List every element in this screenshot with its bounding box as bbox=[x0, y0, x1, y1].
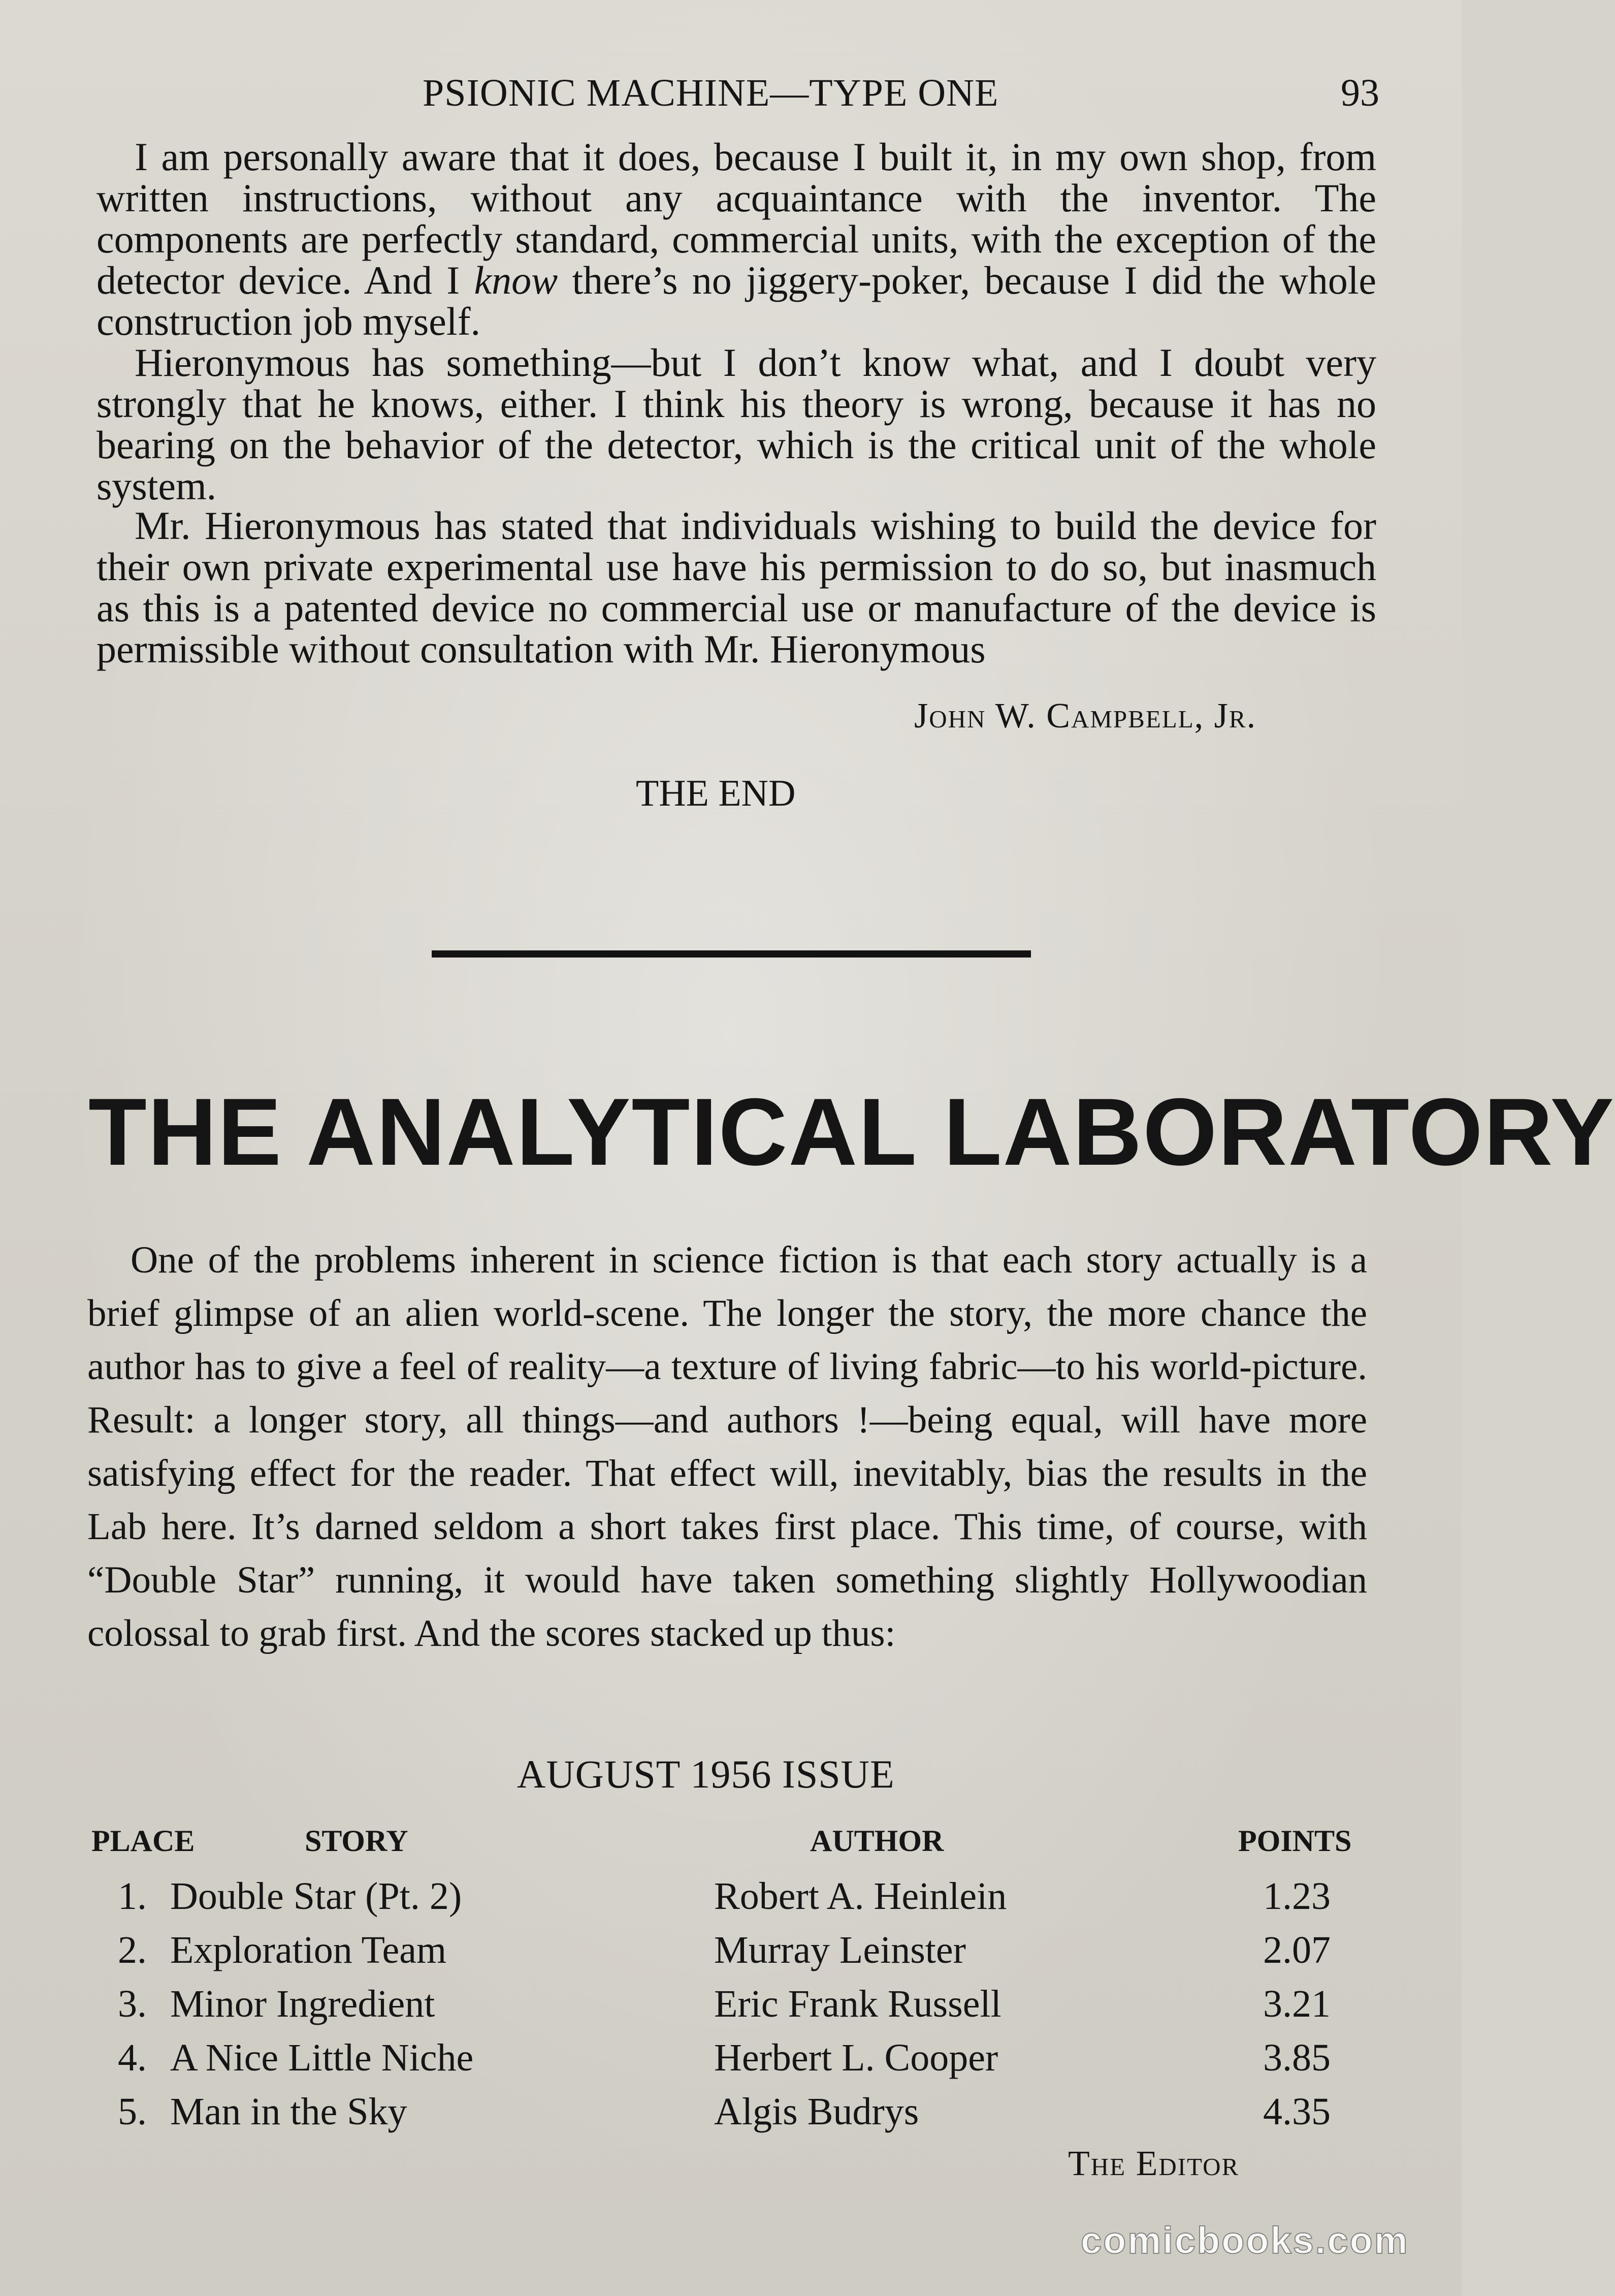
page-number: 93 bbox=[1341, 72, 1379, 114]
table-row bbox=[0, 1982, 1462, 2033]
row-author: Robert A. Heinlein bbox=[714, 1875, 1007, 1918]
row-points: 3.21 bbox=[1263, 1983, 1331, 2025]
table-caption: AUGUST 1956 ISSUE bbox=[517, 1752, 895, 1796]
section-divider bbox=[432, 950, 1031, 958]
row-points: 3.85 bbox=[1263, 2036, 1331, 2079]
table-row bbox=[0, 1928, 1462, 1979]
row-points: 1.23 bbox=[1263, 1875, 1331, 1918]
row-place: 2. bbox=[118, 1929, 147, 1971]
row-place: 5. bbox=[118, 2090, 147, 2133]
row-points: 2.07 bbox=[1263, 1929, 1331, 1971]
running-head: PSIONIC MACHINE—TYPE ONE bbox=[423, 72, 999, 114]
column-header-points: POINTS bbox=[1238, 1824, 1352, 1858]
article-signature: John W. Campbell, Jr. bbox=[914, 696, 1257, 736]
column-header-place: PLACE bbox=[91, 1824, 195, 1858]
row-author: Herbert L. Cooper bbox=[714, 2036, 998, 2079]
row-author: Murray Leinster bbox=[714, 1929, 966, 1971]
column-header-author: AUTHOR bbox=[810, 1824, 944, 1858]
article-paragraph-3: Mr. Hieronymous has stated that individuals wishing to build the device for their own private experimental use have his permission to do so, but inasmuch as this is a patented device no commercial use or manufacture of the device is permissible without consultation with Mr. Hieronymous bbox=[96, 503, 1376, 671]
row-author: Eric Frank Russell bbox=[714, 1983, 1002, 2025]
row-story: Man in the Sky bbox=[170, 2090, 407, 2133]
end-mark: THE END bbox=[636, 773, 796, 814]
table-row bbox=[0, 2036, 1462, 2087]
article-paragraph-1 bbox=[96, 136, 1376, 342]
paragraph-1-text-b: there’s no jiggery-poker, because I did the whole construction job myself. bbox=[96, 258, 1376, 343]
article-paragraph-2: Hieronymous has something—but I don’t know what, and I doubt very strongly that he knows, either. I think his theory is wrong, because it has no bearing on the behavior of the detector, which is the critical unit of the whole system. bbox=[96, 340, 1376, 508]
row-story: Minor Ingredient bbox=[170, 1983, 435, 2025]
editor-signature: The Editor bbox=[1068, 2144, 1240, 2183]
lab-intro-paragraph: One of the problems inherent in science fiction is that each story actually is a brief glimpse of an alien world-scene. The longer the story, the more chance the author has to give a feel of reality—a texture of living fabric—to his world-picture. Result: a longer story, all things—and authors !—being equal, will have more satisfying effect for the reader. That effect will, inevitably, bias the results in the Lab here. It’s darned seldom a short takes first place. This time, of course, with “Double Star” running, it would have taken something slightly Hollywoodian colossal to grab first. And the scores stacked up thus: bbox=[87, 1239, 1367, 1654]
row-place: 1. bbox=[118, 1875, 147, 1918]
column-header-story: STORY bbox=[305, 1824, 408, 1858]
row-story: Exploration Team bbox=[170, 1929, 447, 1971]
table-row bbox=[0, 1874, 1462, 1925]
paragraph-1-text-a: I am personally aware that it does, because I built it, in my own shop, from written instructions, without any acquaintance with the inventor. The components are perfectly standard, commercial units, with the exception of the detector device. And I bbox=[96, 135, 1376, 302]
paragraph-1-emphasis: know bbox=[474, 258, 558, 302]
row-place: 3. bbox=[118, 1983, 147, 2025]
row-story: A Nice Little Niche bbox=[170, 2036, 474, 2079]
section-title: THE ANALYTICAL LABORATORY bbox=[88, 1078, 1615, 1185]
row-author: Algis Budrys bbox=[714, 2090, 919, 2133]
watermark: comicbooks.com bbox=[1081, 2219, 1409, 2261]
row-place: 4. bbox=[118, 2036, 147, 2079]
row-points: 4.35 bbox=[1263, 2090, 1331, 2133]
row-story: Double Star (Pt. 2) bbox=[170, 1875, 462, 1918]
table-row bbox=[0, 2090, 1462, 2141]
